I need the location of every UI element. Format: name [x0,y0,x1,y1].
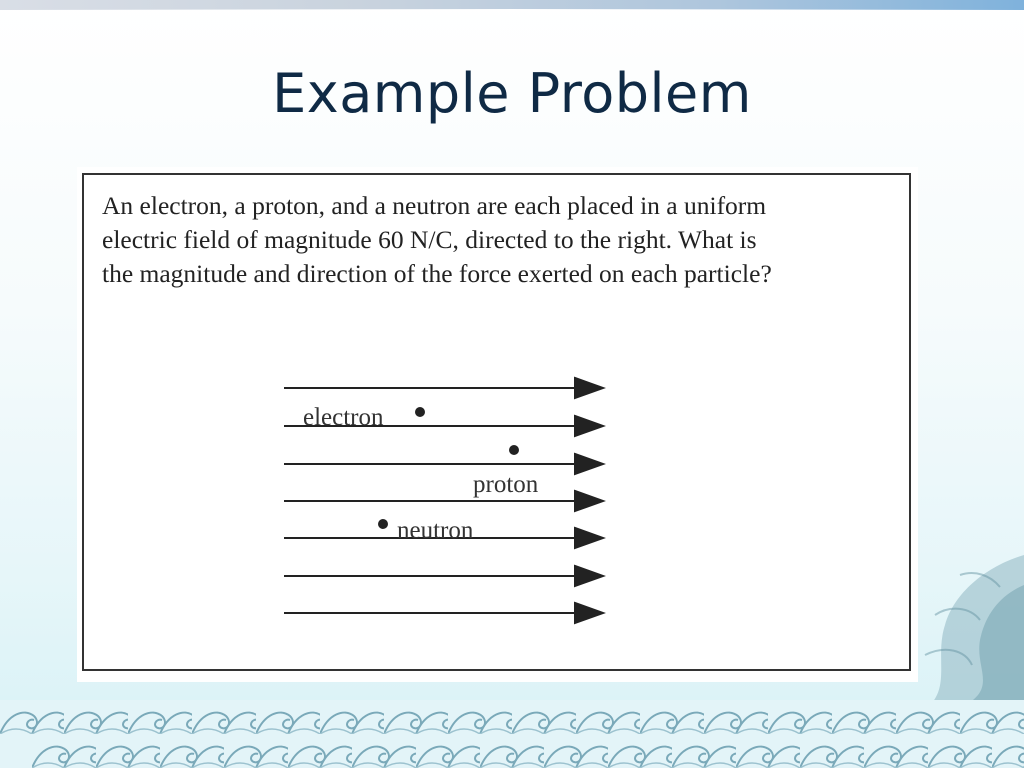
arrowhead-icon [575,454,603,474]
problem-line-2: electric field of magnitude 60 N/C, directed to the right. What is [102,225,757,254]
proton-label: proton [473,471,539,498]
field-line-7 [284,603,603,623]
arrowhead-icon [575,566,603,586]
slide-title: Example Problem [272,62,752,125]
problem-line-1: An electron, a proton, and a neutron are each placed in a uniform [102,191,767,220]
problem-line-3: the magnitude and direction of the force exerted on each particle? [102,259,772,288]
neutron-label: neutron [397,517,474,544]
field-line-1 [284,378,603,398]
electron-label: electron [303,404,384,431]
top-bar-highlight [0,9,1024,11]
electron-dot [415,407,425,417]
wave-pattern-footer [0,700,1024,768]
arrowhead-icon [575,491,603,511]
arrowhead-icon [575,603,603,623]
field-line-6 [284,566,603,586]
arrowhead-icon [575,528,603,548]
field-line-3 [284,454,603,474]
proton-dot [509,445,519,455]
arrowhead-icon [575,378,603,398]
arrowhead-icon [575,416,603,436]
neutron-dot [378,519,388,529]
field-line-4 [284,491,603,511]
